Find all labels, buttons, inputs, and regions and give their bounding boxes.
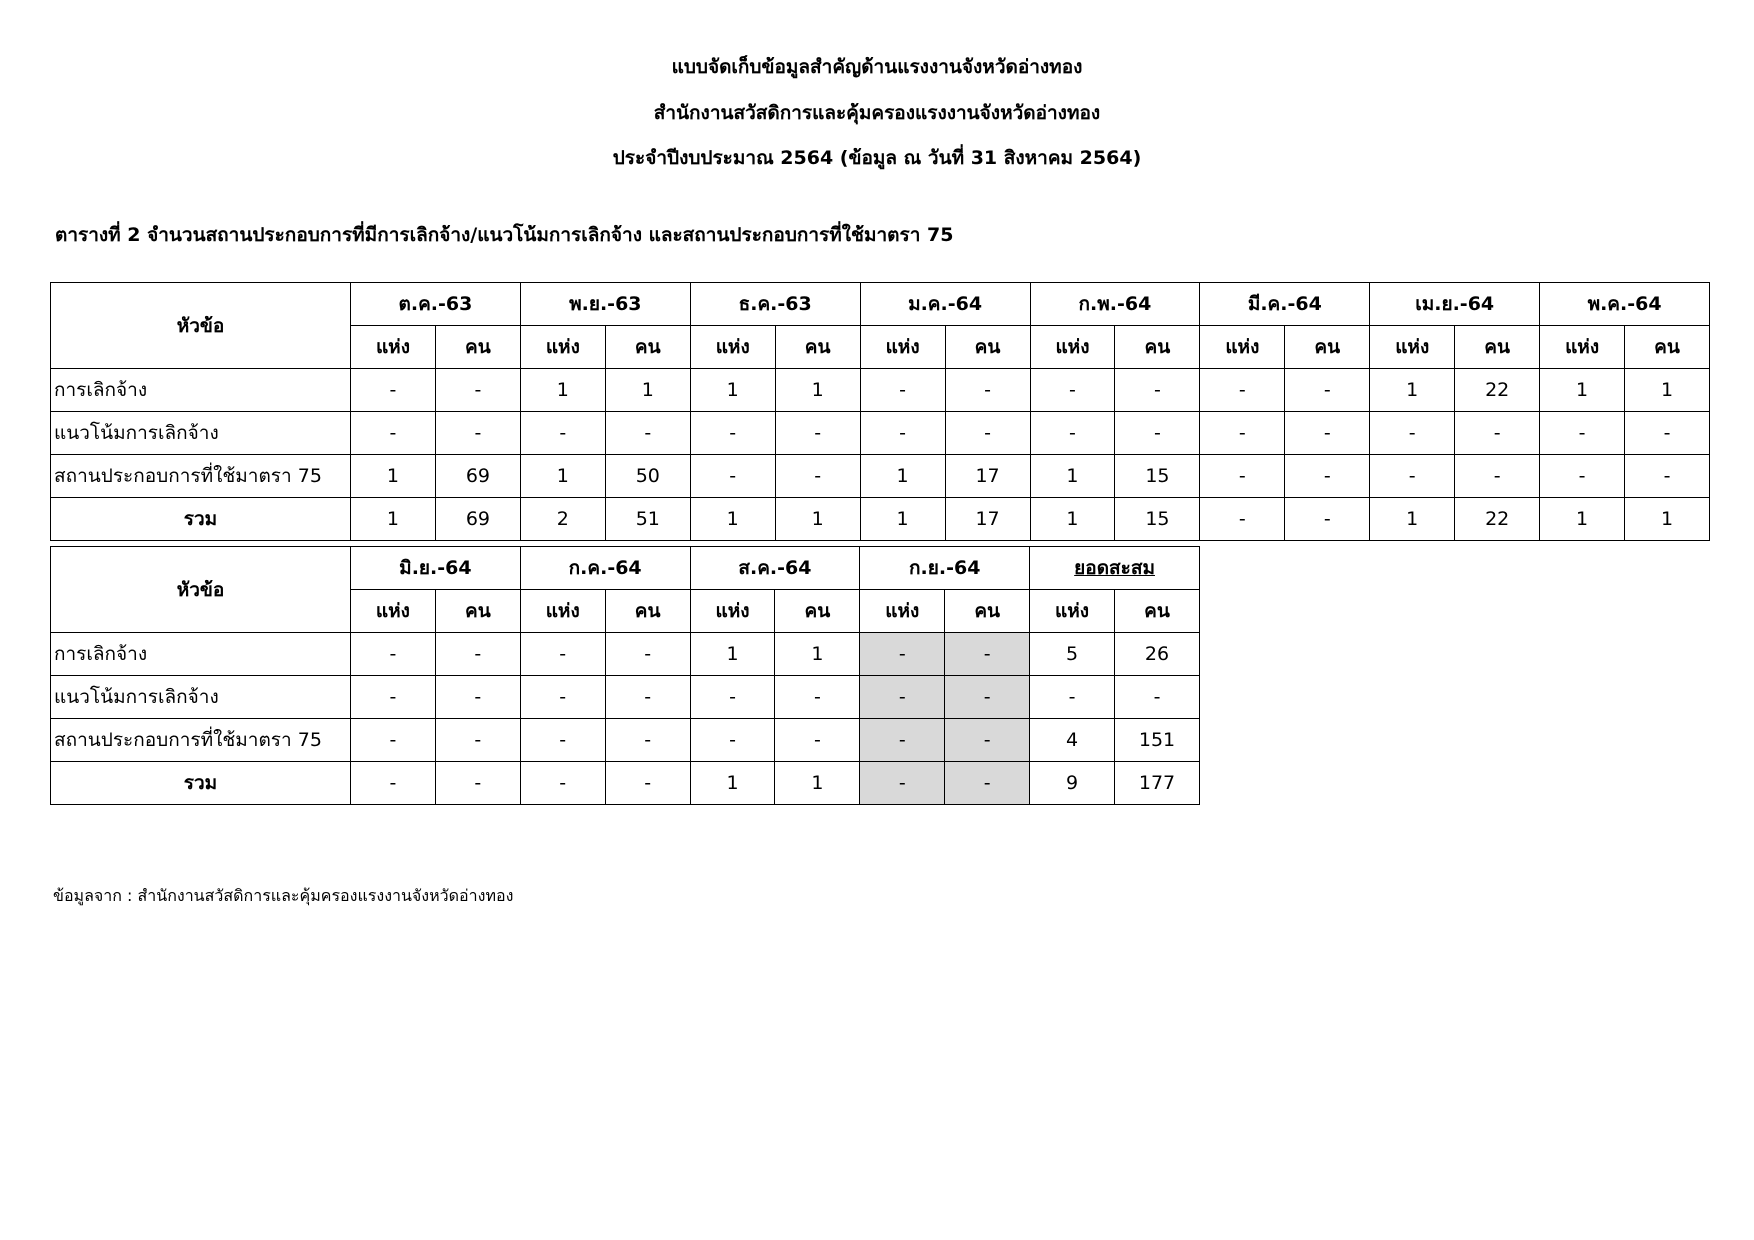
table-cell: - [860, 369, 945, 412]
table-cell: 17 [945, 498, 1030, 541]
table-cell: 1 [1625, 369, 1710, 412]
table-cell: - [860, 762, 945, 805]
table-cell: 1 [1625, 498, 1710, 541]
persons-subheader: คน [945, 590, 1030, 633]
table-cell: 1 [775, 369, 860, 412]
table-cell: - [435, 762, 520, 805]
table-row [51, 719, 1200, 762]
month-header: มิ.ย.-64 [351, 547, 521, 590]
table-cell: - [435, 633, 520, 676]
document-title: แบบจัดเก็บข้อมูลสำคัญด้านแรงงานจังหวัดอ่างทอง [671, 56, 1083, 78]
table-cell: - [945, 369, 1030, 412]
layoff-table-jun64-sep64 [50, 546, 1200, 805]
table-cell: - [1030, 676, 1115, 719]
month-header: พ.ย.-63 [520, 283, 690, 326]
table-cell: - [1200, 498, 1285, 541]
table-cell: - [945, 719, 1030, 762]
persons-subheader: คน [1115, 326, 1200, 369]
persons-subheader: คน [435, 590, 520, 633]
table-cell: 1 [690, 369, 775, 412]
month-header: พ.ค.-64 [1540, 283, 1710, 326]
places-subheader: แห่ง [1030, 326, 1115, 369]
table-row [51, 762, 1200, 805]
table-cell: - [1540, 455, 1625, 498]
header-row [51, 547, 1200, 590]
table-cell: 1 [1370, 369, 1455, 412]
places-subheader: แห่ง [1030, 590, 1115, 633]
header-row [51, 283, 1710, 326]
table-cell: - [520, 633, 605, 676]
table-cell: 1 [351, 455, 436, 498]
table-cell: 2 [520, 498, 605, 541]
table-cell: - [1370, 412, 1455, 455]
table-cell: - [351, 762, 436, 805]
table-cell: 1 [520, 455, 605, 498]
month-header: มี.ค.-64 [1200, 283, 1370, 326]
month-header: ก.พ.-64 [1030, 283, 1200, 326]
table-cell: - [690, 455, 775, 498]
table-cell: 69 [435, 498, 520, 541]
table-cell: 1 [775, 498, 860, 541]
table-cell: 1 [1030, 455, 1115, 498]
table-row [51, 676, 1200, 719]
row-label-section75: สถานประกอบการที่ใช้มาตรา 75 [51, 719, 351, 762]
table-cell: - [1200, 412, 1285, 455]
table-cell: - [351, 633, 436, 676]
table-cell: - [860, 412, 945, 455]
row-label-section75: สถานประกอบการที่ใช้มาตรา 75 [51, 455, 351, 498]
table-row [51, 455, 1710, 498]
table-cell: 1 [605, 369, 690, 412]
places-subheader: แห่ง [520, 326, 605, 369]
table-cell: - [435, 676, 520, 719]
table-cell: 1 [860, 455, 945, 498]
table-cell: 1 [775, 633, 860, 676]
table-cell: 1 [690, 633, 775, 676]
table-caption: ตารางที่ 2 จำนวนสถานประกอบการที่มีการเลิกจ้าง/แนวโน้มการเลิกจ้าง และสถานประกอบการที่ใช้มาตรา 75 [55, 224, 954, 246]
row-header-label: หัวข้อ [51, 283, 351, 369]
places-subheader: แห่ง [1370, 326, 1455, 369]
table-cell: - [1115, 369, 1200, 412]
table-cell: - [435, 412, 520, 455]
source-note: ข้อมูลจาก : สำนักงานสวัสดิการและคุ้มครองแรงงานจังหวัดอ่างทอง [53, 886, 514, 905]
month-header: ก.ย.-64 [860, 547, 1030, 590]
table-cell: - [690, 719, 775, 762]
document-subtitle-office: สำนักงานสวัสดิการและคุ้มครองแรงงานจังหวัดอ่างทอง [653, 102, 1101, 124]
table-cell: - [520, 762, 605, 805]
places-subheader: แห่ง [351, 590, 436, 633]
row-label-layoff: การเลิกจ้าง [51, 369, 351, 412]
places-subheader: แห่ง [351, 326, 436, 369]
table-cell: 22 [1455, 369, 1540, 412]
table-cell: - [520, 676, 605, 719]
table-cell: - [351, 719, 436, 762]
table-cell: 1 [860, 498, 945, 541]
table-cell: - [860, 719, 945, 762]
row-header-label: หัวข้อ [51, 547, 351, 633]
row-label-layoff: การเลิกจ้าง [51, 633, 351, 676]
places-subheader: แห่ง [860, 326, 945, 369]
table-cell: - [945, 633, 1030, 676]
table-cell: - [1540, 412, 1625, 455]
table-cell: - [605, 412, 690, 455]
table-cell: - [605, 633, 690, 676]
table-cell: - [945, 762, 1030, 805]
persons-subheader: คน [1115, 590, 1200, 633]
month-header: เม.ย.-64 [1370, 283, 1540, 326]
table-row [51, 498, 1710, 541]
table-cell: - [1030, 369, 1115, 412]
table-cell: - [351, 412, 436, 455]
layoff-table-oct63-may64 [50, 282, 1710, 541]
table-cell: - [605, 719, 690, 762]
row-label-total: รวม [51, 498, 351, 541]
table-cell: - [1625, 412, 1710, 455]
table-cell: 177 [1115, 762, 1200, 805]
table-cell: 17 [945, 455, 1030, 498]
table-cell: 26 [1115, 633, 1200, 676]
persons-subheader: คน [435, 326, 520, 369]
places-subheader: แห่ง [1540, 326, 1625, 369]
month-header: ก.ค.-64 [520, 547, 690, 590]
table-cell: 22 [1455, 498, 1540, 541]
places-subheader: แห่ง [690, 590, 775, 633]
table-cell: 151 [1115, 719, 1200, 762]
table-cell: - [435, 369, 520, 412]
table-cell: 69 [435, 455, 520, 498]
table-row [51, 633, 1200, 676]
table-cell: 5 [1030, 633, 1115, 676]
row-label-trend: แนวโน้มการเลิกจ้าง [51, 676, 351, 719]
table-cell: - [775, 455, 860, 498]
table-cell: - [860, 633, 945, 676]
month-header: ต.ค.-63 [351, 283, 521, 326]
places-subheader: แห่ง [690, 326, 775, 369]
table-cell: 15 [1115, 455, 1200, 498]
month-header: ธ.ค.-63 [690, 283, 860, 326]
persons-subheader: คน [1285, 326, 1370, 369]
table-cell: 1 [775, 762, 860, 805]
table-cell: - [1285, 412, 1370, 455]
table-cell: - [1370, 455, 1455, 498]
table-cell: 1 [1540, 369, 1625, 412]
table-cell: - [1455, 412, 1540, 455]
table-cell: 51 [605, 498, 690, 541]
table-cell: - [1455, 455, 1540, 498]
persons-subheader: คน [605, 590, 690, 633]
table-row [51, 369, 1710, 412]
table-cell: - [605, 762, 690, 805]
table-cell: - [351, 676, 436, 719]
persons-subheader: คน [1625, 326, 1710, 369]
places-subheader: แห่ง [520, 590, 605, 633]
table-cell: - [1200, 369, 1285, 412]
table-cell: - [1285, 498, 1370, 541]
table-cell: 1 [690, 762, 775, 805]
table-cell: - [690, 676, 775, 719]
persons-subheader: คน [775, 590, 860, 633]
cumulative-header-label: ยอดสะสม [1074, 557, 1155, 579]
table-cell: - [690, 412, 775, 455]
row-label-total: รวม [51, 762, 351, 805]
table-cell: 1 [520, 369, 605, 412]
table-cell: - [1115, 676, 1200, 719]
persons-subheader: คน [945, 326, 1030, 369]
table-cell: - [775, 412, 860, 455]
table-cell: - [1030, 412, 1115, 455]
cumulative-header [1030, 547, 1200, 590]
table-cell: 4 [1030, 719, 1115, 762]
row-label-trend: แนวโน้มการเลิกจ้าง [51, 412, 351, 455]
table-cell: - [435, 719, 520, 762]
table-cell: 1 [1030, 498, 1115, 541]
table-cell: - [1625, 455, 1710, 498]
table-cell: - [945, 676, 1030, 719]
table-cell: - [1285, 455, 1370, 498]
table-cell: 1 [1370, 498, 1455, 541]
persons-subheader: คน [1455, 326, 1540, 369]
table-cell: - [775, 676, 860, 719]
table-cell: 1 [351, 498, 436, 541]
table-cell: 15 [1115, 498, 1200, 541]
table-cell: - [605, 676, 690, 719]
table-cell: 9 [1030, 762, 1115, 805]
table-cell: - [860, 676, 945, 719]
table-cell: - [351, 369, 436, 412]
table-cell: - [520, 719, 605, 762]
table-cell: - [520, 412, 605, 455]
table-cell: - [1285, 369, 1370, 412]
document-subtitle-fiscal-year: ประจำปีงบประมาณ 2564 (ข้อมูล ณ วันที่ 31 สิงหาคม 2564) [612, 147, 1142, 169]
persons-subheader: คน [775, 326, 860, 369]
table-cell: - [1200, 455, 1285, 498]
table-row [51, 412, 1710, 455]
table-cell: 1 [1540, 498, 1625, 541]
places-subheader: แห่ง [1200, 326, 1285, 369]
table-cell: - [775, 719, 860, 762]
table-cell: 1 [690, 498, 775, 541]
month-header: ม.ค.-64 [860, 283, 1030, 326]
table-cell: - [1115, 412, 1200, 455]
table-cell: 50 [605, 455, 690, 498]
month-header: ส.ค.-64 [690, 547, 860, 590]
places-subheader: แห่ง [860, 590, 945, 633]
persons-subheader: คน [605, 326, 690, 369]
table-cell: - [945, 412, 1030, 455]
